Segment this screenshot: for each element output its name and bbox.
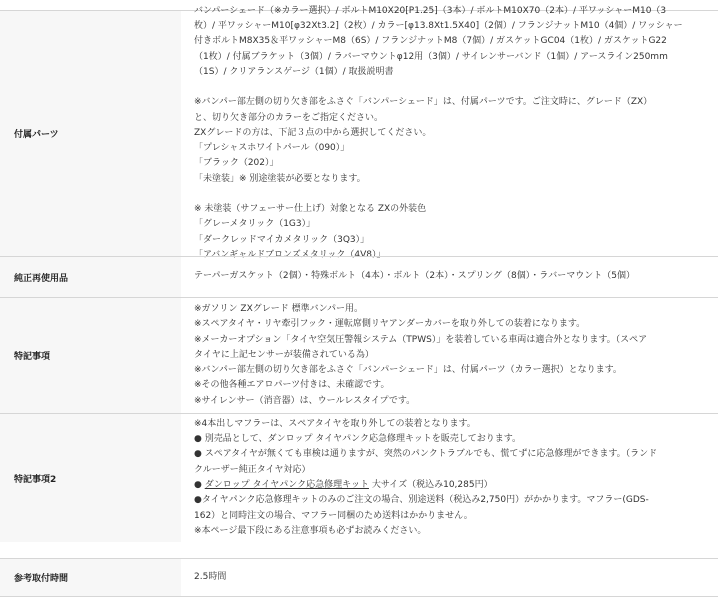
- accessories-list-line: （1S）/ クリアランスゲージ（1個）/ 取扱説明書: [194, 66, 394, 77]
- special-note2-line: ●タイヤパンク応急修理キットのみのご注文の場合、別途送料（税込み2,750円）がかかります。マフラー(GDS-: [194, 495, 649, 506]
- accessories-note-line: ※バンパー部左側の切り欠き部をふさぐ「バンパーシェード」は、付属パーツです。ご注文時に、グレード（ZX）: [194, 97, 653, 108]
- accessories-note-line: と、切り欠き部分のカラーをご指定ください。: [194, 112, 384, 123]
- accessories-note-line: 「ブラック（202）」: [194, 158, 279, 169]
- table-bottom-divider: [0, 596, 718, 597]
- accessories-note-line: ZXグレードの方は、下記３点の中から選択してください。: [194, 127, 432, 138]
- accessories-list-line: （1枚）/ 付属ブラケット（3個）/ ラバーマウントφ12用（3個）/ サイレンサーバンド（1個）/ アースライン250mm: [194, 51, 668, 62]
- row-value-install-time: 2.5時間: [194, 571, 227, 582]
- special-note2-line: クルーザー純正タイヤ対応）: [194, 464, 311, 475]
- row-label-accessories: 付属パーツ: [0, 11, 181, 256]
- unpainted-color-line: 「ダークレッドマイカメタリック（3Q3）」: [194, 234, 370, 245]
- row-install-time: [0, 558, 718, 596]
- repair-kit-link[interactable]: ダンロップ タイヤパンク応急修理キット: [204, 480, 369, 490]
- special-note-line: タイヤに上記センサーが装備されている為）: [194, 349, 374, 360]
- unpainted-color-line: 「グレーメタリック（1G3）」: [194, 219, 316, 230]
- special-note2-line: ※4本出しマフラーは、スペアタイヤを取り外しての装着となります。: [194, 418, 476, 429]
- row-value-special-notes: [194, 298, 706, 413]
- special-note-line: ※サイレンサー（消音器）は、ウールレスタイプです。: [194, 395, 416, 406]
- special-note-line: ※メーカーオプション「タイヤ空気圧警報システム（TPWS）」を装着している車両は適合外となります。（スペア: [194, 334, 648, 345]
- row-special-notes-2: [0, 413, 718, 542]
- row-value-genuine-reuse: テーパーガスケット（2個）・特殊ボルト（4本）・ボルト（2本）・スプリング（8個）・ラバーマウント（5個）: [194, 271, 636, 282]
- row-value-special-notes-2: [194, 414, 706, 542]
- row-value-accessories: [194, 5, 706, 260]
- accessories-list-line: 枚）/ 平ワッシャーM10[φ32Xt3.2]（2枚）/ カラー[φ13.8Xt1.5X40]（2個）/ フランジナットM10（4個）/ ワッシャー: [194, 21, 683, 32]
- repair-kit-price: 大サイズ（税込み10,285円）: [368, 480, 493, 490]
- accessories-list-line: バンパーシェード（※カラー選択）/ ボルトM10X20[P1.25]（3本）/ ボルトM10X70（2本）/ 平ワッシャーM10（3: [194, 5, 667, 16]
- row-label-install-time: 参考取付時間: [0, 559, 181, 596]
- unpainted-color-line: 「アバンギャルドブロンズメタリック（4V8）」: [194, 249, 386, 260]
- row-label-special-notes: 特記事項: [0, 298, 181, 413]
- row-label-genuine-reuse: 純正再使用品: [0, 257, 181, 297]
- special-note2-line: ※本ページ最下段にある注意事項も必ずお読みください。: [194, 525, 427, 536]
- row-special-notes: [0, 297, 718, 413]
- special-note2-line: ● スペアタイヤが無くても車検は通りますが、突然のパンクトラブルでも、慌てずに応急修理ができます。（ランド: [194, 449, 658, 460]
- special-note-line: ※バンパー部左側の切り欠き部をふさぐ「バンパーシェード」は、付属パーツ（カラー選択）となります。: [194, 365, 622, 376]
- special-note2-line: ● 別売品として、ダンロップ タイヤパンク応急修理キットを販売しております。: [194, 434, 522, 445]
- row-label-special-notes-2: 特記事項2: [0, 414, 181, 542]
- special-note-line: ※ガソリン ZXグレード 標準バンパー用。: [194, 303, 363, 314]
- row-genuine-reuse: [0, 256, 718, 297]
- special-note-line: ※スペアタイヤ・リヤ牽引フック・運転席側リヤアンダーカバーを取り外しての装着になります。: [194, 319, 586, 330]
- unpainted-color-line: ※ 未塗装（サフェーサー仕上げ）対象となる ZXの外装色: [194, 204, 427, 215]
- accessories-list-line: 付きボルトM8X35＆平ワッシャーM8（6S）/ フランジナットM8（7個）/ ガスケットGC04（1枚）/ ガスケットG22: [194, 36, 667, 47]
- accessories-note-line: 「未塗装」※ 別途塗装が必要となります。: [194, 173, 366, 184]
- special-note-line: ※その他各種エアロパーツ付きは、未確認です。: [194, 380, 390, 391]
- bullet-prefix: ●: [194, 480, 205, 490]
- special-note2-line: 162）と同時注文の場合、マフラー同梱のため送料はかかりません。: [194, 510, 473, 521]
- special-note2-line: [194, 478, 657, 493]
- accessories-note-line: 「プレシャスホワイトパール（090）」: [194, 143, 350, 154]
- row-accessories: [0, 5, 718, 260]
